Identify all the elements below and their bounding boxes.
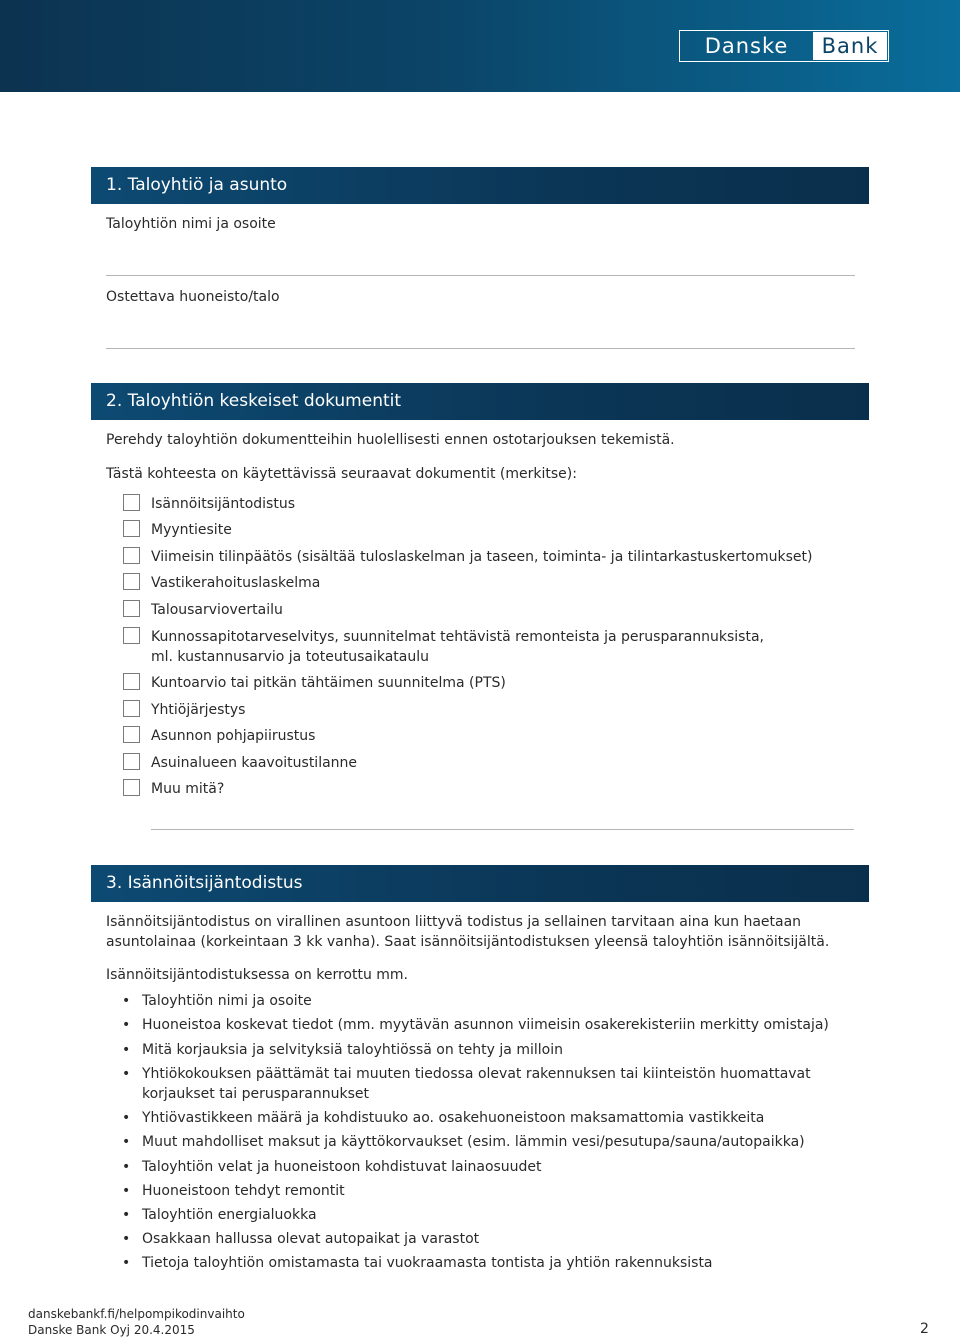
certificate-list-intro: Isännöitsijäntodistuksessa on kerrottu mm. [106,967,408,983]
checklist-item-label: Asunnon pohjapiirustus [151,728,316,744]
logo-danske-text: Danske [704,34,789,58]
section-1-heading: 1. Taloyhtiö ja asunto [91,167,869,204]
checklist-item-label: Asuinalueen kaavoitustilanne [151,755,358,771]
checkbox[interactable] [123,753,140,770]
section-2-heading: 2. Taloyhtiön keskeiset dokumentit [91,383,869,420]
housing-company-name-label: Taloyhtiön nimi ja osoite [106,216,276,232]
certificate-description-line2: asuntolainaa (korkeintaan 3 kk vanha). Saat isännöitsijäntodistuksen yleensä taloyhtiön isännöitsijältä. [106,934,830,950]
footer-company-date: Danske Bank Oyj 20.4.2015 [28,1323,195,1337]
list-item-text: Yhtiövastikkeen määrä ja kohdistuuko ao. osakehuoneistoon maksamattomia vastikkeita [142,1110,765,1126]
checkbox[interactable] [123,700,140,717]
checkbox[interactable] [123,573,140,590]
page-number: 2 [920,1321,929,1337]
checkbox[interactable] [123,673,140,690]
property-label: Ostettava huoneisto/talo [106,289,280,305]
bullet-icon: • [122,1017,131,1033]
list-item-text-continued: korjaukset tai perusparannukset [142,1086,369,1102]
checklist-item-label: Isännöitsijäntodistus [151,496,295,512]
bullet-icon: • [122,1159,131,1175]
list-item-text: Muut mahdolliset maksut ja käyttökorvaukset (esim. lämmin vesi/pesutupa/sauna/autopaikka) [142,1134,805,1150]
footer-url[interactable]: danskebankf.fi/helpompikodinvaihto [28,1307,245,1321]
danske-bank-logo [679,30,889,62]
checkbox[interactable] [123,726,140,743]
list-item-text: Huoneistoon tehdyt remontit [142,1183,345,1199]
bullet-icon: • [122,1231,131,1247]
bullet-icon: • [122,1134,131,1150]
list-item-text: Osakkaan hallussa olevat autopaikat ja varastot [142,1231,480,1247]
bullet-icon: • [122,1255,131,1271]
section-3-heading: 3. Isännöitsijäntodistus [91,865,869,902]
checklist-item-label: Viimeisin tilinpäätös (sisältää tuloslaskelman ja taseen, toiminta- ja tilintarkastuskertomukset) [151,549,813,565]
checklist-item-label: Yhtiöjärjestys [151,702,246,718]
bullet-icon: • [122,1042,131,1058]
logo-bank-text: Bank [813,32,887,60]
list-item-text: Taloyhtiön velat ja huoneistoon kohdistuvat lainaosuudet [142,1159,542,1175]
checklist-item-label: Kuntoarvio tai pitkän tähtäimen suunnitelma (PTS) [151,675,506,691]
checklist-item-label: Myyntiesite [151,522,232,538]
bullet-icon: • [122,993,131,1009]
certificate-description-line1: Isännöitsijäntodistus on virallinen asuntoon liittyvä todistus ja sellainen tarvitaan aina kun haetaan [106,914,802,930]
header-banner [0,0,960,92]
list-item-text: Mitä korjauksia ja selvityksiä taloyhtiössä on tehty ja milloin [142,1042,563,1058]
documents-intro: Perehdy taloyhtiön dokumentteihin huolellisesti ennen ostotarjouksen tekemistä. [106,432,675,448]
checklist-item-label: Talousarviovertailu [151,602,283,618]
checkbox[interactable] [123,627,140,644]
checkbox[interactable] [123,600,140,617]
checklist-intro: Tästä kohteesta on käytettävissä seuraavat dokumentit (merkitse): [106,466,577,482]
bullet-icon: • [122,1183,131,1199]
checklist-item-label-continued: ml. kustannusarvio ja toteutusaikataulu [151,649,429,665]
checklist-item-label: Vastikerahoituslaskelma [151,575,321,591]
bullet-icon: • [122,1066,131,1082]
checklist-item-label: Kunnossapitotarveselvitys, suunnitelmat tehtävistä remonteista ja perusparannuksista, [151,629,764,645]
checkbox[interactable] [123,494,140,511]
list-item-text: Tietoja taloyhtiön omistamasta tai vuokraamasta tontista ja yhtiön rakennuksista [142,1255,713,1271]
list-item-text: Yhtiökokouksen päättämät tai muuten tiedossa olevat rakennuksen tai kiinteistön huomattavat [142,1066,811,1082]
list-item-text: Taloyhtiön energialuokka [142,1207,317,1223]
checklist-item-label: Muu mitä? [151,781,225,797]
checkbox[interactable] [123,520,140,537]
other-document-field[interactable] [151,829,854,830]
checkbox[interactable] [123,779,140,796]
housing-company-name-field[interactable] [106,275,855,276]
bullet-icon: • [122,1207,131,1223]
bullet-icon: • [122,1110,131,1126]
checkbox[interactable] [123,547,140,564]
list-item-text: Taloyhtiön nimi ja osoite [142,993,312,1009]
property-field[interactable] [106,348,855,349]
list-item-text: Huoneistoa koskevat tiedot (mm. myytävän asunnon viimeisin osakerekisteriin merkitty omistaja) [142,1017,829,1033]
